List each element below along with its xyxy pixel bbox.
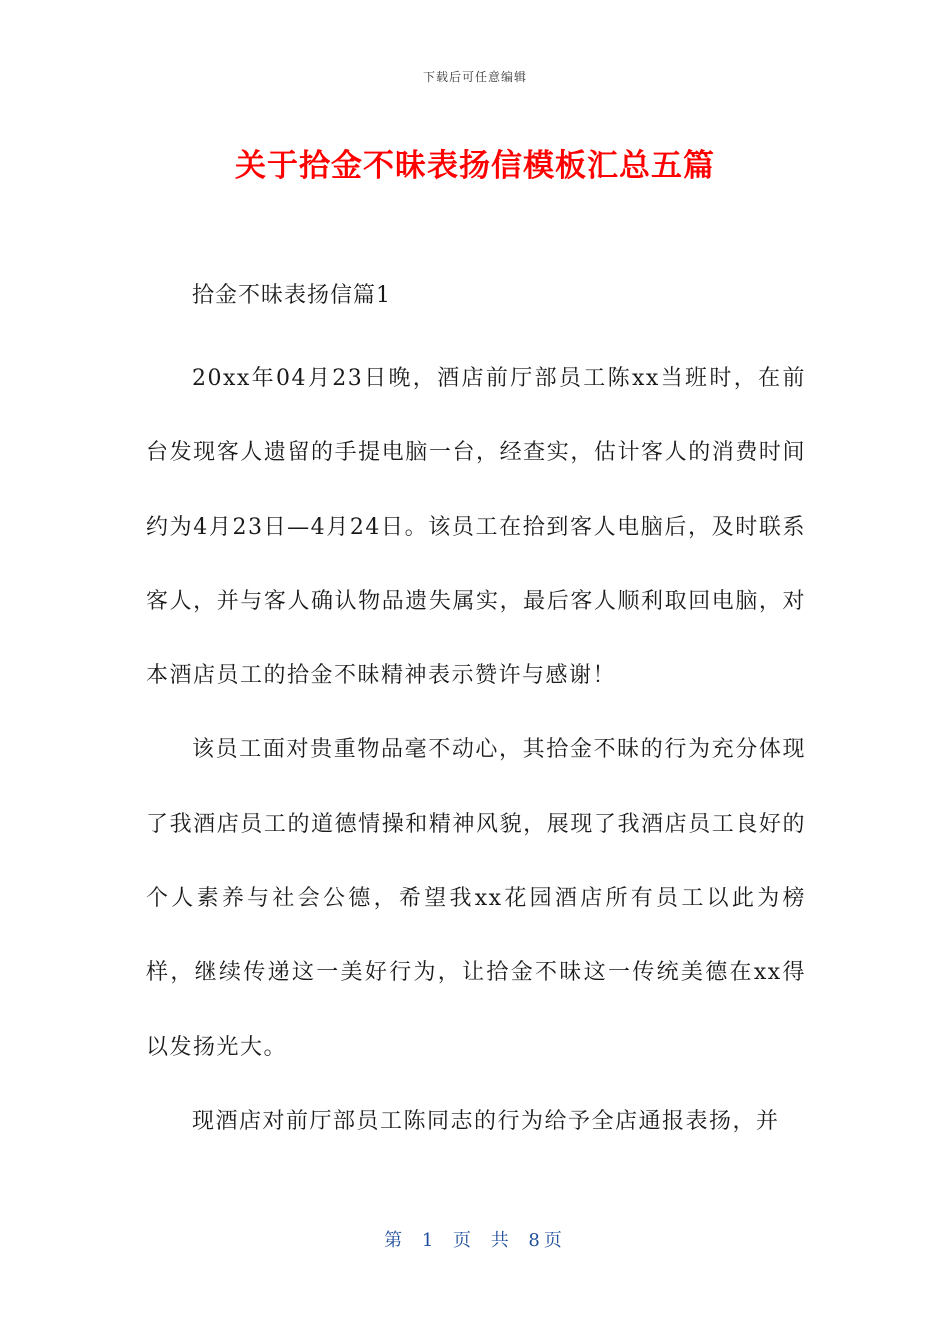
page-header-note: 下载后可任意编辑 — [422, 70, 527, 84]
page-number: 第 1 页 共 8页 — [384, 1230, 566, 1251]
paragraph-3: 现酒店对前厅部员工陈同志的行为给予全店通报表扬，并 — [192, 1108, 780, 1134]
document-title: 关于拾金不昧表扬信模板汇总五篇 — [235, 148, 715, 184]
paragraph-1: 20xx年04月23日晚，酒店前厅部员工陈xx当班时，在前台发现客人遗留的手提电脑一台，经查实，估计客人的消费时间约为4月23日—4月24日。该员工在拾到客人电脑后，及时联系客人，并与客人确认物品遗失属实，最后客人顺利取回电脑，对本酒店员工的拾金不昧精神表示赞许与感谢！ — [146, 366, 806, 689]
document-body — [146, 268, 806, 1159]
paragraph-2: 该员工面对贵重物品毫不动心，其拾金不昧的行为充分体现了我酒店员工的道德情操和精神风貌，展现了我酒店员工良好的个人素养与社会公德，希望我xx花园酒店所有员工以此为榜样，继续传递这一美好行为，让拾金不昧这一传统美德在xx得以发扬光大。 — [146, 737, 806, 1060]
section-heading: 拾金不昧表扬信篇1 — [192, 283, 391, 308]
